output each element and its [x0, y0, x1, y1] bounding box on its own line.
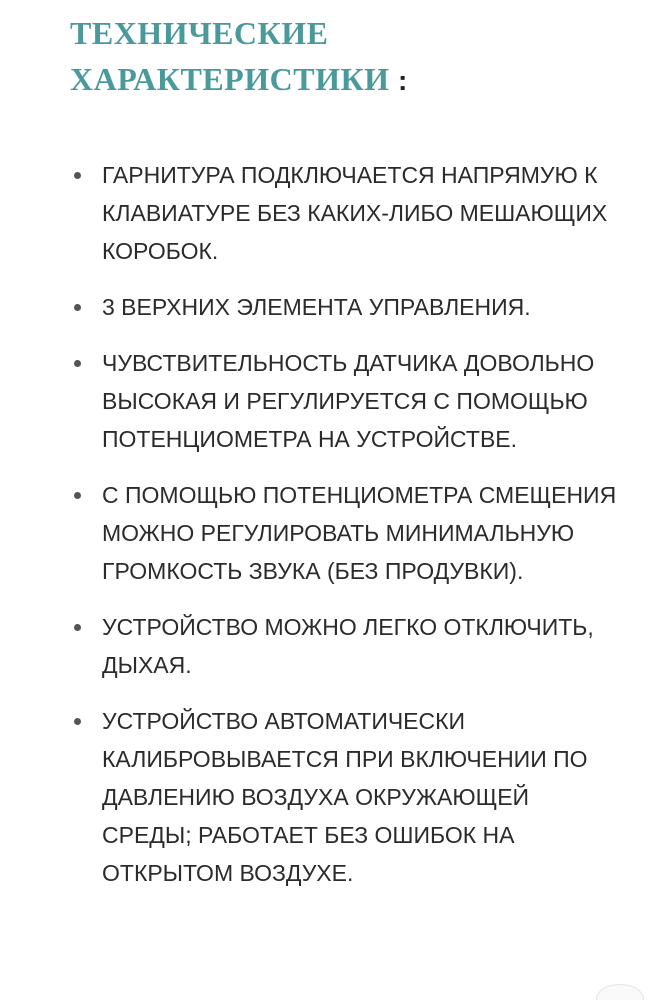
page-title-text: ТЕХНИЧЕСКИЕ ХАРАКТЕРИСТИКИ	[70, 15, 390, 97]
bullet-icon	[74, 172, 81, 179]
list-item	[70, 476, 622, 590]
list-item	[70, 288, 622, 326]
list-item	[70, 702, 622, 892]
list-item	[70, 344, 622, 458]
title-colon: :	[398, 65, 408, 96]
list-item	[70, 156, 622, 270]
bullet-icon	[74, 304, 81, 311]
spec-text: ГАРНИТУРА ПОДКЛЮЧАЕТСЯ НАПРЯМУЮ К КЛАВИАТУРЕ БЕЗ КАКИХ-ЛИБО МЕШАЮЩИХ КОРОБОК.	[102, 162, 608, 264]
spec-text: С ПОМОЩЬЮ ПОТЕНЦИОМЕТРА СМЕЩЕНИЯ МОЖНО РЕГУЛИРОВАТЬ МИНИМАЛЬНУЮ ГРОМКОСТЬ ЗВУКА (БЕЗ ПРОДУВКИ).	[102, 482, 617, 584]
bullet-icon	[74, 492, 81, 499]
spec-text: ЧУВСТВИТЕЛЬНОСТЬ ДАТЧИКА ДОВОЛЬНО ВЫСОКАЯ И РЕГУЛИРУЕТСЯ С ПОМОЩЬЮ ПОТЕНЦИОМЕТРА НА УСТРОЙСТВЕ.	[102, 350, 595, 452]
spec-text: УСТРОЙСТВО МОЖНО ЛЕГКО ОТКЛЮЧИТЬ, ДЫХАЯ.	[102, 614, 594, 678]
bullet-icon	[74, 718, 81, 725]
spec-text: УСТРОЙСТВО АВТОМАТИЧЕСКИ КАЛИБРОВЫВАЕТСЯ ПРИ ВКЛЮЧЕНИИ ПО ДАВЛЕНИЮ ВОЗДУХА ОКРУЖАЮЩЕЙ СРЕДЫ; РАБОТАЕТ БЕЗ ОШИБОК НА ОТКРЫТОМ ВОЗДУХЕ.	[102, 708, 588, 886]
page-title	[70, 10, 622, 104]
bullet-icon	[74, 360, 81, 367]
specs-list	[70, 156, 622, 892]
scroll-hint	[596, 984, 644, 1000]
spec-text: 3 ВЕРХНИХ ЭЛЕМЕНТА УПРАВЛЕНИЯ.	[102, 294, 531, 320]
list-item	[70, 608, 622, 684]
bullet-icon	[74, 624, 81, 631]
